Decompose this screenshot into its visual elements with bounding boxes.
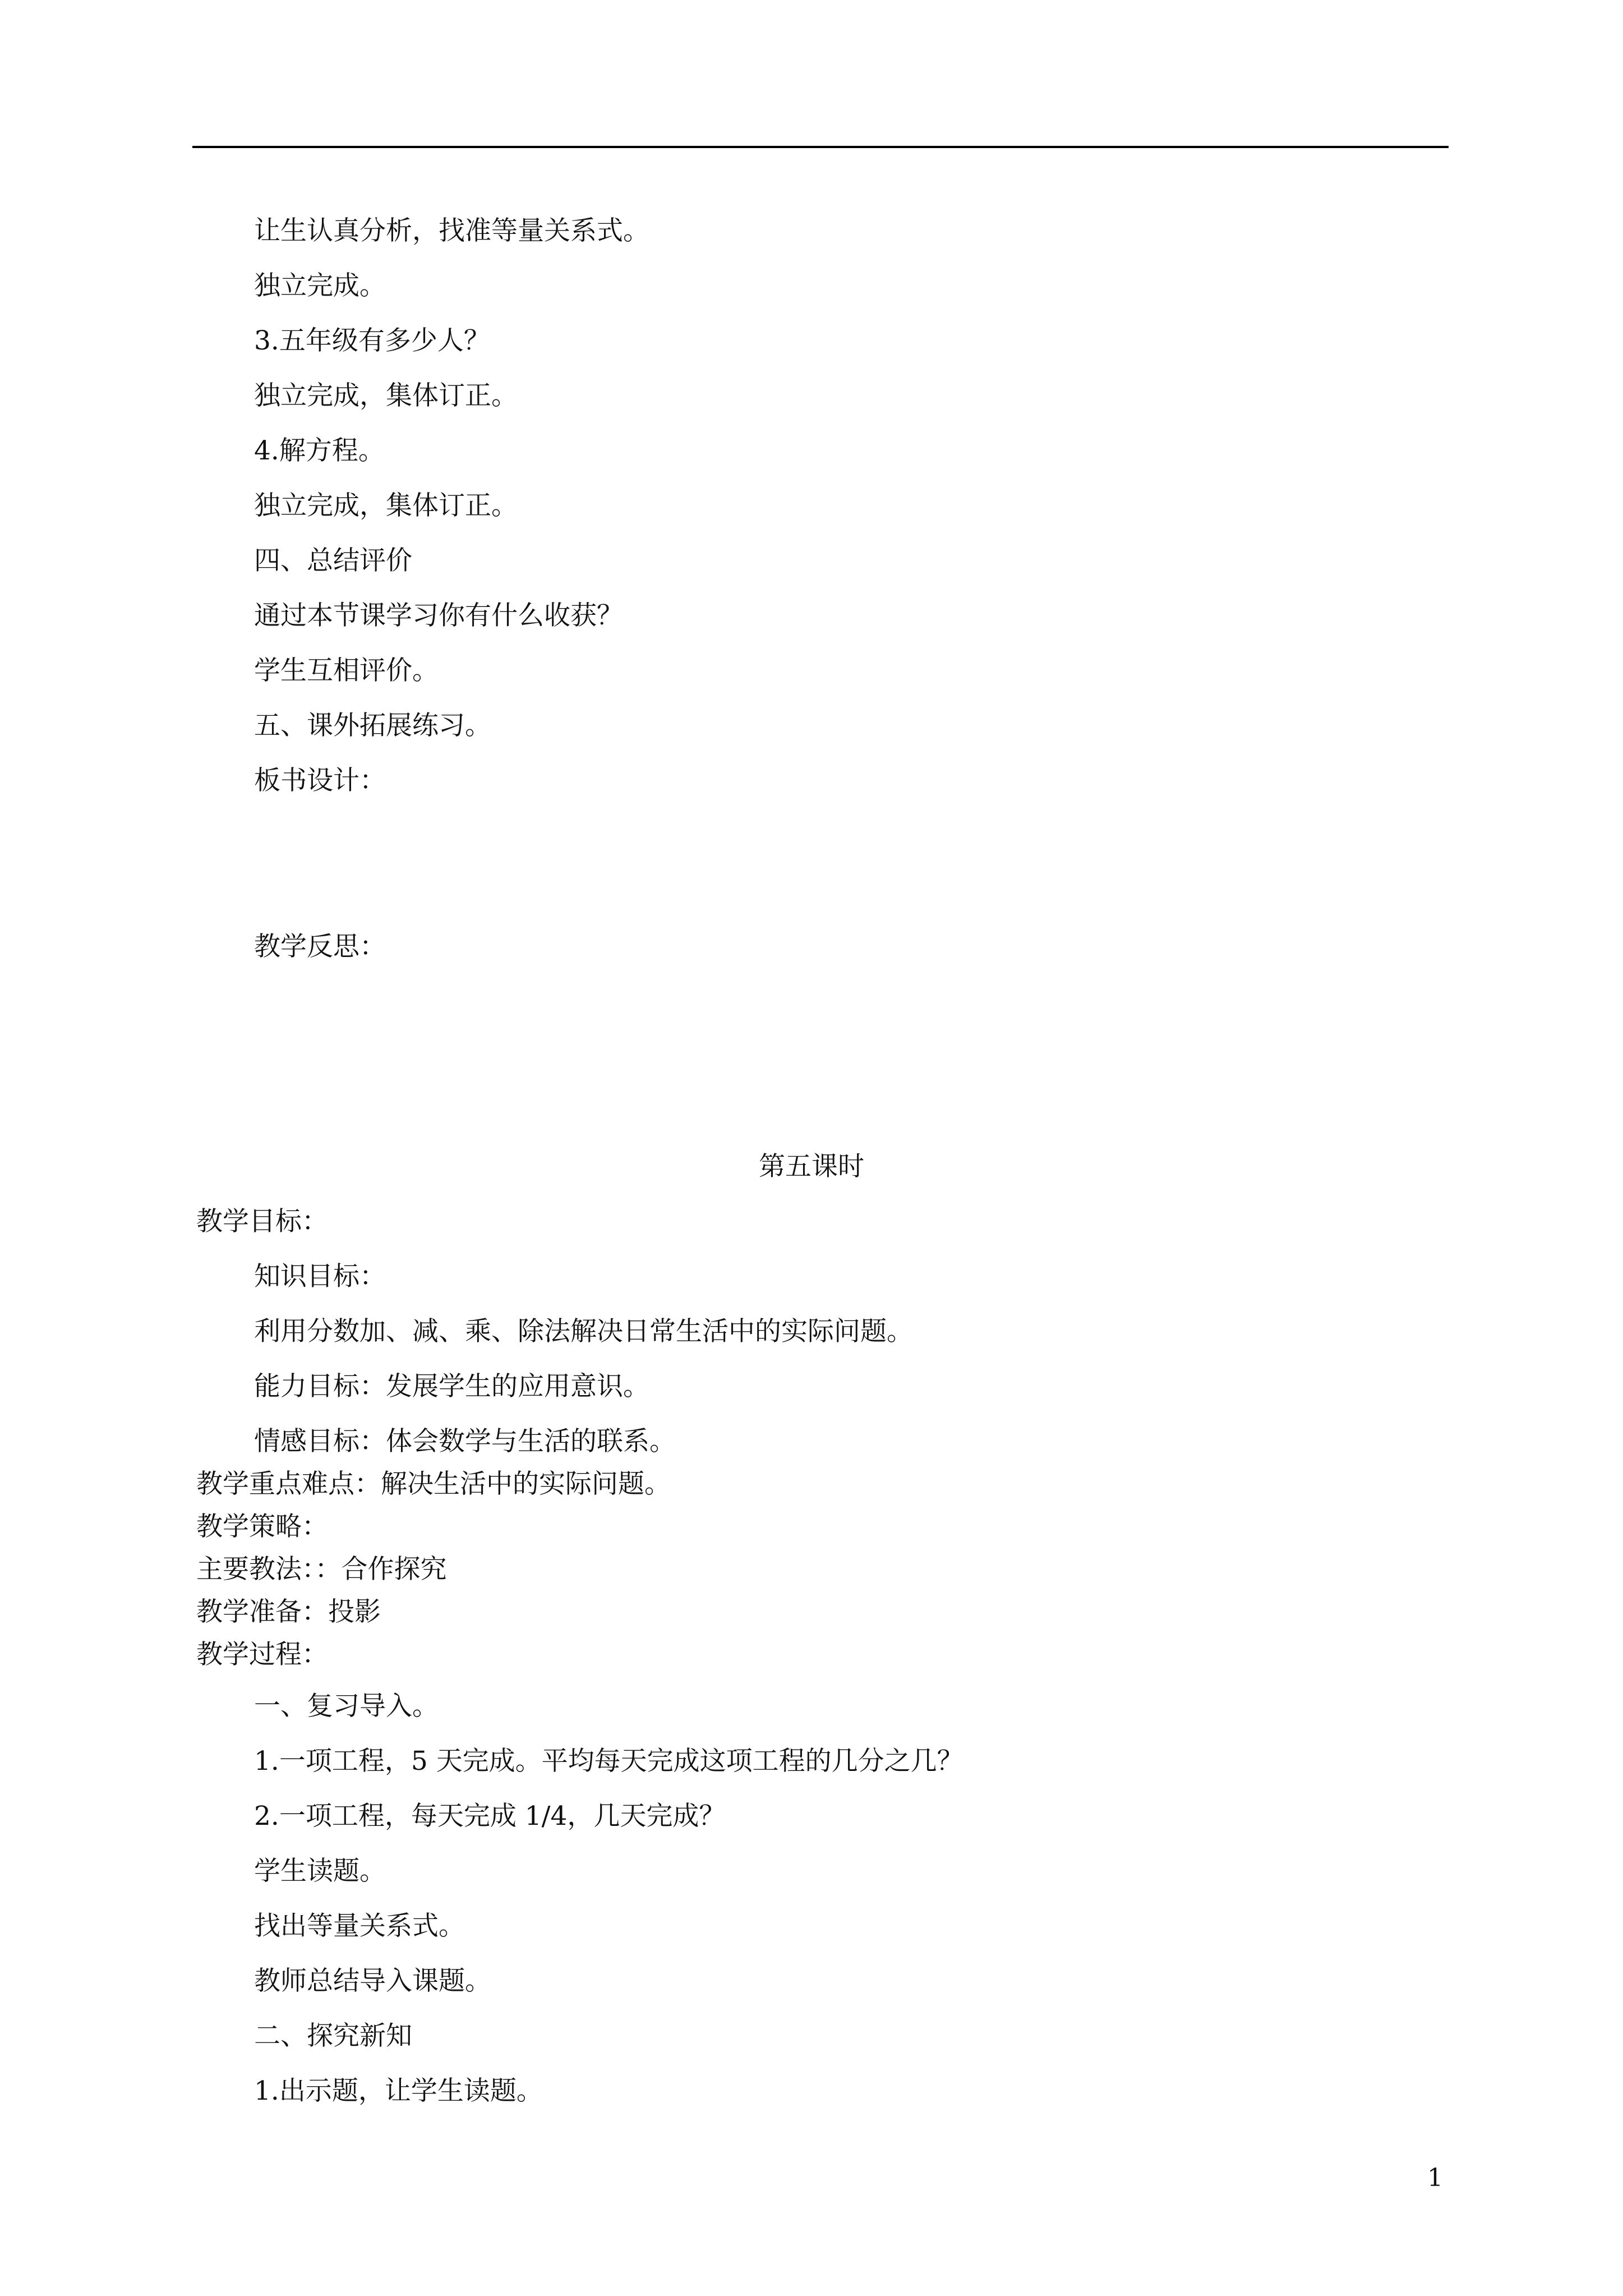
header-rule [192, 146, 1449, 148]
process-line: 学生读题。 [254, 1856, 386, 1887]
meta-line: 教学过程： [196, 1639, 328, 1670]
meta-line: 教学准备：投影 [196, 1596, 381, 1627]
process-line: 1.出示题，让学生读题。 [254, 2076, 543, 2106]
section-heading: 五、课外拓展练习。 [254, 710, 491, 741]
objective-line: 利用分数加、减、乘、除法解决日常生活中的实际问题。 [254, 1316, 913, 1347]
process-line: 2.一项工程，每天完成 1/4，几天完成？ [254, 1801, 726, 1832]
objectives-heading: 教学目标： [196, 1206, 328, 1237]
lesson-title: 第五课时 [759, 1151, 864, 1182]
text-line: 学生互相评价。 [254, 655, 439, 686]
process-line: 找出等量关系式。 [254, 1911, 465, 1941]
meta-line: 教学重点难点：解决生活中的实际问题。 [196, 1469, 671, 1499]
objective-line: 能力目标：发展学生的应用意识。 [254, 1371, 649, 1402]
objective-line: 知识目标： [254, 1261, 386, 1292]
process-line: 1.一项工程，5 天完成。平均每天完成这项工程的几分之几？ [254, 1746, 963, 1777]
page-number: 1 [1427, 2164, 1443, 2192]
text-line: 独立完成，集体订正。 [254, 380, 518, 411]
process-line: 二、探究新知 [254, 2021, 412, 2051]
process-line: 教师总结导入课题。 [254, 1966, 491, 1996]
board-design-label: 板书设计： [254, 765, 386, 796]
text-line: 让生认真分析，找准等量关系式。 [254, 215, 649, 246]
section-heading: 四、总结评价 [254, 545, 412, 576]
text-line: 独立完成，集体订正。 [254, 490, 518, 521]
text-line: 3.五年级有多少人？ [254, 325, 490, 356]
objective-line: 情感目标：体会数学与生活的联系。 [254, 1426, 676, 1457]
process-line: 一、复习导入。 [254, 1691, 439, 1722]
reflection-label: 教学反思： [254, 931, 386, 962]
meta-line: 主要教法：：合作探究 [196, 1554, 447, 1585]
text-line: 4.解方程。 [254, 435, 385, 466]
text-line: 通过本节课学习你有什么收获？ [254, 600, 623, 631]
meta-line: 教学策略： [196, 1511, 328, 1542]
text-line: 独立完成。 [254, 270, 386, 301]
